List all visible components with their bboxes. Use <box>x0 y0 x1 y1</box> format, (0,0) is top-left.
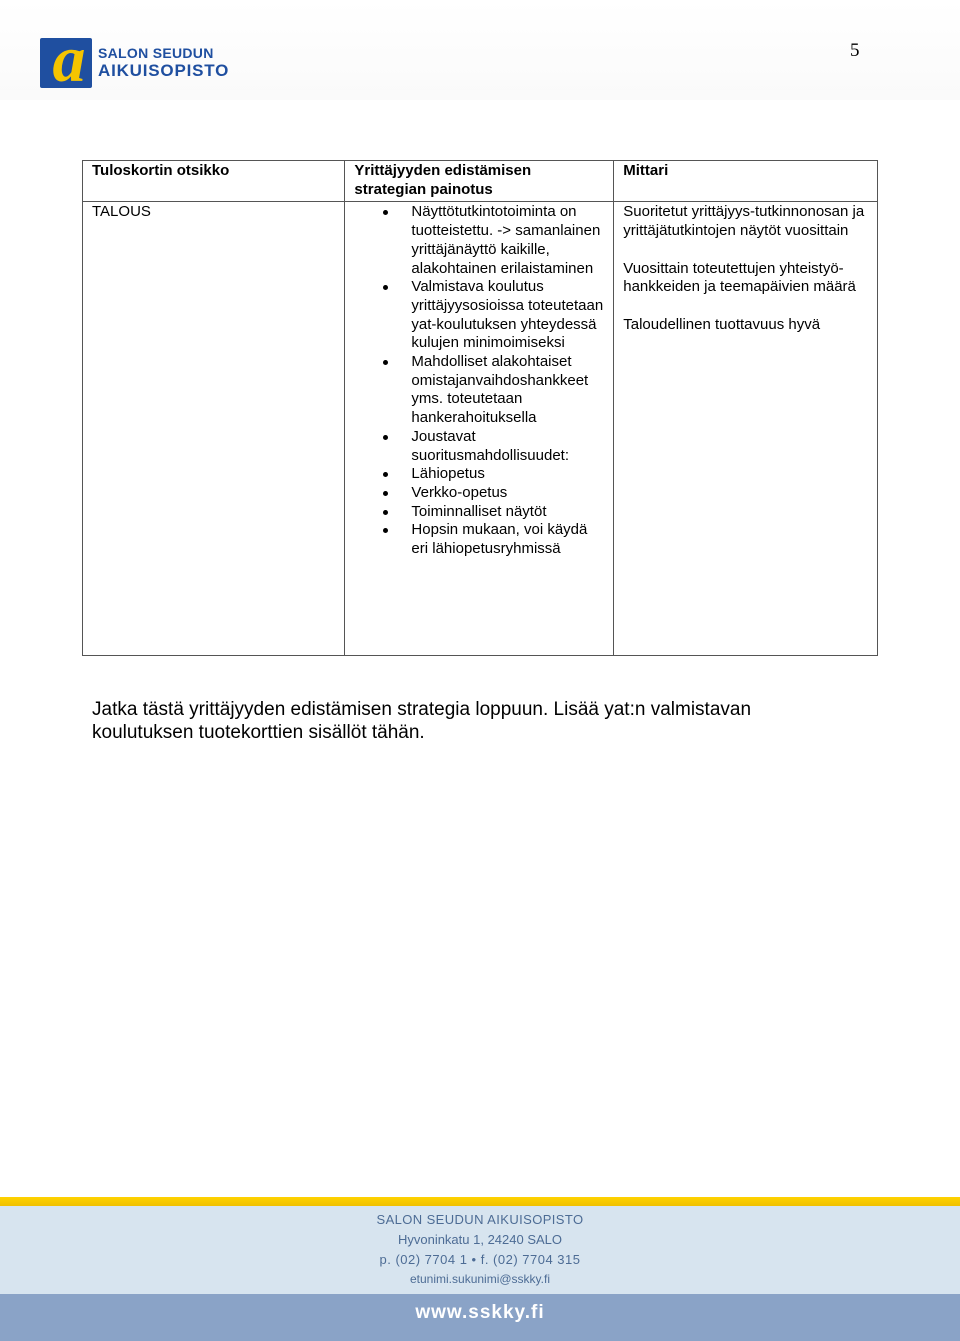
table-header-row <box>83 161 878 202</box>
footer-address: Hyvoninkatu 1, 24240 SALO <box>397 1232 563 1247</box>
footer-email: etunimi.sukunimi@sskky.fi <box>410 1272 550 1286</box>
list-item: Hopsin mukaan, voi käydä eri lähiopetusryhmissä <box>411 521 605 558</box>
header-cell-metric: Mittari <box>614 161 878 202</box>
emphasis-list <box>354 203 605 558</box>
footer-org: SALON SEUDUN AIKUISOPISTO <box>376 1212 584 1227</box>
list-item: Mahdolliset alakohtaiset omistajanvaihdoshankkeet yms. toteutetaan hankerahoituksella <box>411 353 605 428</box>
logo-text-line1: SALON SEUDUN <box>98 45 214 61</box>
list-item: Verkko-opetus <box>411 484 605 503</box>
table-row <box>83 202 878 656</box>
header-cell-title: Tuloskortin otsikko <box>83 161 345 202</box>
list-item: Valmistava koulutus yrittäjyysosioissa toteutetaan yat-koulutuksen yhteydessä kulujen minimoimiseksi <box>411 278 605 353</box>
footer-website: www.sskky.fi <box>415 1302 545 1323</box>
list-item: Toiminnalliset näytöt <box>411 503 605 522</box>
page-number: 5 <box>850 40 860 61</box>
logo-text-line2: AIKUISOPISTO <box>98 61 230 80</box>
row-metric-cell <box>614 202 878 656</box>
list-item: Joustavat suoritusmahdollisuudet: <box>411 428 605 465</box>
instruction-note: Jatka tästä yrittäjyyden edistämisen strategia loppuun. Lisää yat:n valmistavan koulutuksen tuotekorttien sisällöt tähän. <box>92 699 752 743</box>
list-item: Näyttötutkintotoiminta on tuotteistettu. -> samanlainen yrittäjänäyttö kaikille, alakohtainen erilaistaminen <box>411 203 605 278</box>
header-cell-emphasis: Yrittäjyyden edistämisen strategian painotus <box>345 161 614 202</box>
metric-text: Taloudellinen tuottavuus hyvä <box>623 315 821 333</box>
footer-phone: p. (02) 7704 1 • f. (02) 7704 315 <box>379 1252 581 1267</box>
scorecard-table <box>82 160 878 656</box>
list-item: Lähiopetus <box>411 465 605 484</box>
row-emphasis-cell <box>345 202 614 656</box>
metric-text: Suoritetut yrittäjyys-tutkinnonosan ja yrittäjätutkintojen näytöt vuosittain <box>623 203 865 240</box>
footer-accent-stripe <box>0 1197 960 1206</box>
row-title-cell: TALOUS <box>83 202 345 656</box>
logo-letter: a <box>52 23 86 96</box>
metric-text: Vuosittain toteutettujen yhteistyö-hankkeiden ja teemapäivien määrä <box>623 259 856 296</box>
